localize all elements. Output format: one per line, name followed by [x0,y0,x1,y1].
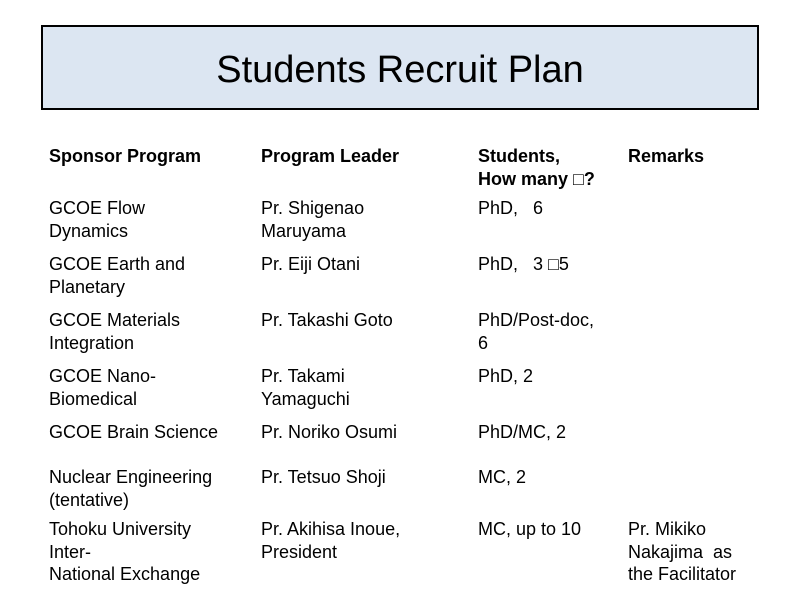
cell-students: PhD, 3 □5 [478,254,569,274]
header-program-leader: Program Leader [261,146,400,166]
cell-program-leader: Pr. Akihisa Inoue, President [261,519,401,562]
table-row [42,308,759,364]
slide-title: Students Recruit Plan [216,48,584,91]
cell-students: PhD/Post-doc, 6 [478,310,595,353]
title-box [41,25,759,110]
table-row [42,517,759,586]
cell-program-leader: Pr. Noriko Osumi [261,422,398,442]
cell-remarks [621,196,759,252]
table-header-row [42,140,759,196]
cell-students: PhD/MC, 2 [478,422,567,442]
cell-remarks: Pr. Mikiko Nakajima as the Facilitator [628,519,737,584]
cell-remarks [621,308,759,364]
table-row [42,461,759,517]
cell-sponsor-program: Tohoku University Inter- National Exchange [49,519,201,584]
cell-sponsor-program: GCOE Flow Dynamics [49,198,146,241]
cell-sponsor-program: GCOE Brain Science [49,422,219,442]
header-sponsor-program: Sponsor Program [49,146,202,166]
cell-remarks [621,461,759,517]
cell-students: MC, 2 [478,467,527,487]
cell-students: PhD, 6 [478,198,544,218]
cell-program-leader: Pr. Takashi Goto [261,310,393,330]
table-row [42,420,759,461]
cell-students: MC, up to 10 [478,519,582,539]
cell-remarks [621,364,759,420]
header-remarks: Remarks [628,146,705,166]
cell-sponsor-program: Nuclear Engineering (tentative) [49,467,213,510]
table-row [42,364,759,420]
cell-remarks [621,252,759,308]
cell-sponsor-program: GCOE Nano- Biomedical [49,366,157,409]
recruit-plan-table [42,140,759,586]
cell-program-leader: Pr. Tetsuo Shoji [261,467,386,487]
cell-remarks [621,420,759,461]
cell-sponsor-program: GCOE Materials Integration [49,310,181,353]
table-row [42,252,759,308]
cell-sponsor-program: GCOE Earth and Planetary [49,254,186,297]
header-students: Students, How many □? [478,146,595,189]
cell-students: PhD, 2 [478,366,534,386]
cell-program-leader: Pr. Eiji Otani [261,254,361,274]
cell-program-leader: Pr. Takami Yamaguchi [261,366,350,409]
table-row [42,196,759,252]
cell-program-leader: Pr. Shigenao Maruyama [261,198,365,241]
table-body [42,196,759,586]
